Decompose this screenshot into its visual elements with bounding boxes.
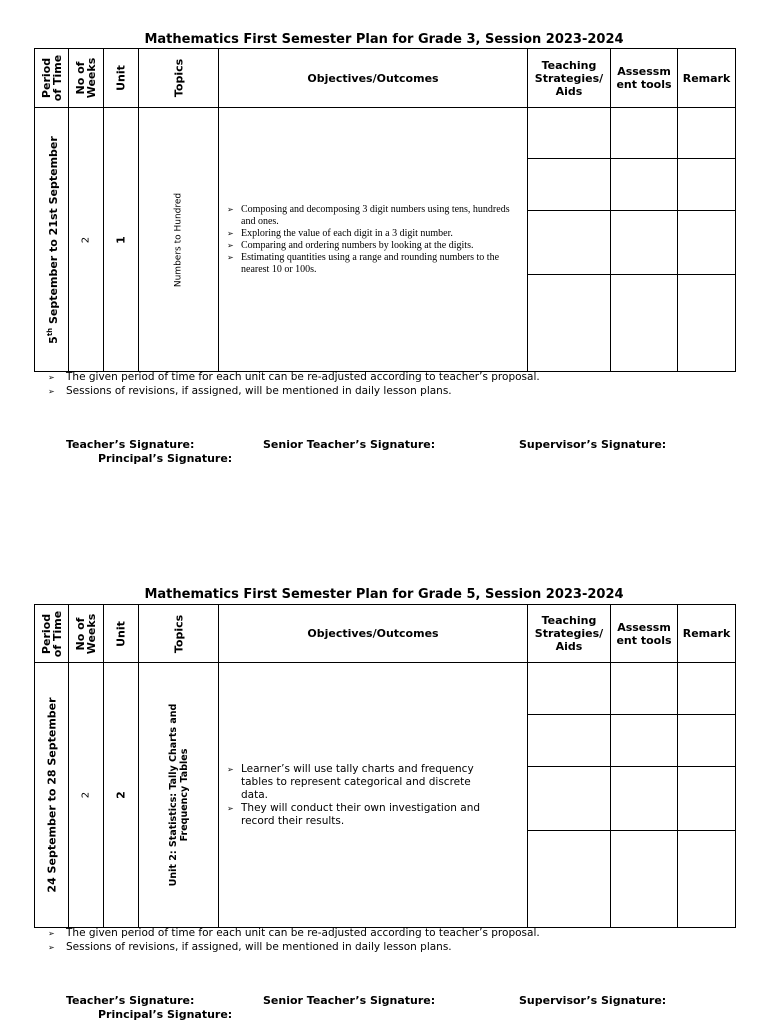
topic-cell: Numbers to Hundred: [139, 108, 219, 372]
weeks-cell: 2: [69, 663, 104, 928]
plan-title: Mathematics First Semester Plan for Grade 3, Session 2023-2024: [144, 32, 624, 47]
header-topics: Topics: [139, 49, 219, 108]
topic-text: Unit 2: Statistics: Tally Charts and Frequency Tables: [167, 703, 190, 887]
note-item: ➢ Sessions of revisions, if assigned, will be mentioned in daily lesson plans.: [48, 940, 540, 954]
remark-cell[interactable]: [678, 767, 736, 830]
remark-cell[interactable]: [678, 830, 736, 927]
header-row: [35, 49, 736, 108]
unit-cell: 1: [104, 108, 139, 372]
note-item: ➢ The given period of time for each unit can be re-adjusted according to teacher’s proposal.: [48, 370, 540, 384]
remark-cell[interactable]: [678, 108, 736, 159]
header-remark: Remark: [678, 49, 736, 108]
objectives-cell: [219, 663, 528, 928]
header-remark: Remark: [678, 605, 736, 663]
remark-cell[interactable]: [678, 663, 736, 715]
unit-cell: 2: [104, 663, 139, 928]
assessment-cell[interactable]: [611, 830, 678, 927]
assessment-cell[interactable]: [611, 159, 678, 211]
header-teaching: Teaching Strategies/ Aids: [528, 605, 611, 663]
objectives-cell: [219, 108, 528, 372]
supervisor-signature-label: Supervisor’s Signature:: [519, 994, 667, 1007]
header-assessment: Assessm ent tools: [611, 605, 678, 663]
table-row: [35, 663, 736, 715]
assessment-cell[interactable]: [611, 274, 678, 371]
header-row: [35, 605, 736, 663]
assessment-cell[interactable]: [611, 108, 678, 159]
assessment-cell[interactable]: [611, 663, 678, 715]
list-item: ➢ Composing and decomposing 3 digit numbers using tens, hundreds and ones.: [219, 204, 513, 228]
header-period: Period of Time: [35, 49, 69, 108]
teaching-cell[interactable]: [528, 274, 611, 371]
principal-signature-label: Principal’s Signature:: [98, 452, 233, 465]
teacher-signature-label: Teacher’s Signature:: [66, 994, 195, 1007]
remark-cell[interactable]: [678, 211, 736, 274]
header-topics: Topics: [139, 605, 219, 663]
header-teaching: Teaching Strategies/ Aids: [528, 49, 611, 108]
table-row: [35, 108, 736, 159]
teaching-cell[interactable]: [528, 108, 611, 159]
supervisor-signature-label: Supervisor’s Signature:: [519, 438, 667, 451]
remark-cell[interactable]: [678, 159, 736, 211]
note-item: ➢ The given period of time for each unit can be re-adjusted according to teacher’s proposal.: [48, 926, 540, 940]
plan-table-grade-3: [34, 48, 736, 372]
weeks-cell: 2: [69, 108, 104, 372]
header-weeks: No of Weeks: [69, 605, 104, 663]
teaching-cell[interactable]: [528, 830, 611, 927]
teaching-cell[interactable]: [528, 663, 611, 715]
header-unit: Unit: [104, 605, 139, 663]
notes-list: [48, 370, 540, 398]
senior-teacher-signature-label: Senior Teacher’s Signature:: [263, 994, 436, 1007]
senior-teacher-signature-label: Senior Teacher’s Signature:: [263, 438, 436, 451]
notes-list: [48, 926, 540, 954]
header-objectives: Objectives/Outcomes: [219, 49, 528, 108]
assessment-cell[interactable]: [611, 211, 678, 274]
header-weeks: No of Weeks: [69, 49, 104, 108]
plan-table-grade-5: [34, 604, 736, 928]
topic-cell: [139, 663, 219, 928]
remark-cell[interactable]: [678, 274, 736, 371]
period-text: 5th September to 21st September: [45, 135, 60, 344]
list-item: ➢ Estimating quantities using a range and rounding numbers to the nearest 10 or 100s.: [219, 252, 513, 276]
header-unit: Unit: [104, 49, 139, 108]
list-item: ➢ Exploring the value of each digit in a 3 digit number.: [219, 228, 513, 240]
header-objectives: Objectives/Outcomes: [219, 605, 528, 663]
teaching-cell[interactable]: [528, 715, 611, 767]
period-cell: [35, 108, 69, 372]
plan-title: Mathematics First Semester Plan for Grade 5, Session 2023-2024: [144, 587, 624, 602]
list-item: ➢ Comparing and ordering numbers by looking at the digits.: [219, 240, 513, 252]
header-assessment: Assessm ent tools: [611, 49, 678, 108]
note-item: ➢ Sessions of revisions, if assigned, will be mentioned in daily lesson plans.: [48, 384, 540, 398]
teacher-signature-label: Teacher’s Signature:: [66, 438, 195, 451]
teaching-cell[interactable]: [528, 767, 611, 830]
list-item: ➢ Learner’s will use tally charts and frequency tables to represent categorical and discrete data.: [219, 763, 487, 802]
list-item: ➢ They will conduct their own investigation and record their results.: [219, 802, 487, 828]
period-cell: 24 September to 28 September: [35, 663, 69, 928]
teaching-cell[interactable]: [528, 159, 611, 211]
assessment-cell[interactable]: [611, 767, 678, 830]
remark-cell[interactable]: [678, 715, 736, 767]
teaching-cell[interactable]: [528, 211, 611, 274]
header-period: Period of Time: [35, 605, 69, 663]
principal-signature-label: Principal’s Signature:: [98, 1008, 233, 1021]
assessment-cell[interactable]: [611, 715, 678, 767]
